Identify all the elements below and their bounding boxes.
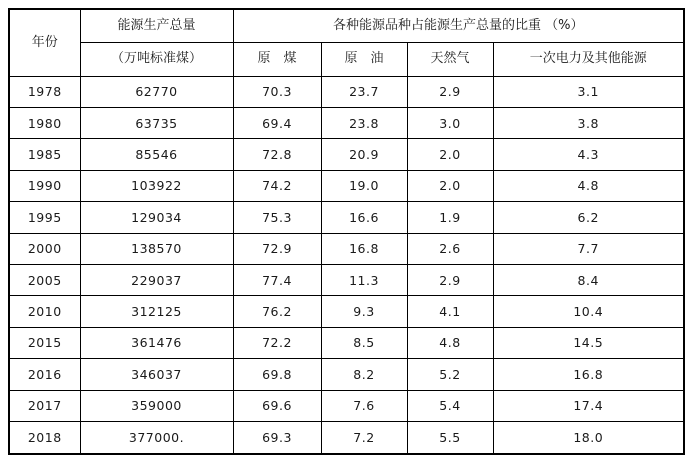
cell-other: 3.1 bbox=[493, 76, 684, 107]
header-year: 年份 bbox=[9, 9, 80, 76]
cell-year: 1995 bbox=[9, 202, 80, 233]
cell-oil: 19.0 bbox=[321, 170, 407, 201]
cell-gas: 2.6 bbox=[407, 233, 493, 264]
energy-production-table bbox=[8, 8, 685, 455]
cell-year: 2010 bbox=[9, 296, 80, 327]
table-row bbox=[9, 76, 684, 107]
cell-oil: 20.9 bbox=[321, 139, 407, 170]
cell-coal: 74.2 bbox=[233, 170, 321, 201]
cell-coal: 72.2 bbox=[233, 327, 321, 358]
header-coal: 原 煤 bbox=[233, 42, 321, 76]
header-gas: 天然气 bbox=[407, 42, 493, 76]
cell-total: 85546 bbox=[80, 139, 233, 170]
cell-year: 1978 bbox=[9, 76, 80, 107]
cell-oil: 11.3 bbox=[321, 264, 407, 295]
cell-gas: 5.5 bbox=[407, 421, 493, 454]
cell-total: 346037 bbox=[80, 359, 233, 390]
cell-coal: 70.3 bbox=[233, 76, 321, 107]
cell-oil: 9.3 bbox=[321, 296, 407, 327]
cell-year: 1990 bbox=[9, 170, 80, 201]
cell-coal: 72.9 bbox=[233, 233, 321, 264]
cell-gas: 2.0 bbox=[407, 139, 493, 170]
cell-total: 63735 bbox=[80, 107, 233, 138]
cell-total: 103922 bbox=[80, 170, 233, 201]
cell-total: 138570 bbox=[80, 233, 233, 264]
cell-gas: 2.0 bbox=[407, 170, 493, 201]
cell-coal: 69.4 bbox=[233, 107, 321, 138]
cell-coal: 77.4 bbox=[233, 264, 321, 295]
header-row-sub bbox=[9, 42, 684, 76]
cell-total: 229037 bbox=[80, 264, 233, 295]
cell-gas: 5.2 bbox=[407, 359, 493, 390]
cell-year: 2018 bbox=[9, 421, 80, 454]
cell-oil: 8.5 bbox=[321, 327, 407, 358]
cell-total: 312125 bbox=[80, 296, 233, 327]
cell-other: 10.4 bbox=[493, 296, 684, 327]
cell-oil: 8.2 bbox=[321, 359, 407, 390]
header-total-unit: （万吨标准煤） bbox=[80, 42, 233, 76]
cell-oil: 7.6 bbox=[321, 390, 407, 421]
cell-other: 18.0 bbox=[493, 421, 684, 454]
table-row bbox=[9, 139, 684, 170]
cell-year: 2000 bbox=[9, 233, 80, 264]
cell-gas: 4.1 bbox=[407, 296, 493, 327]
cell-gas: 3.0 bbox=[407, 107, 493, 138]
cell-year: 2016 bbox=[9, 359, 80, 390]
cell-year: 1985 bbox=[9, 139, 80, 170]
header-total-title: 能源生产总量 bbox=[80, 9, 233, 42]
table-row bbox=[9, 264, 684, 295]
cell-year: 2015 bbox=[9, 327, 80, 358]
cell-oil: 23.7 bbox=[321, 76, 407, 107]
table-row bbox=[9, 202, 684, 233]
cell-other: 14.5 bbox=[493, 327, 684, 358]
table-row bbox=[9, 233, 684, 264]
header-share-group: 各种能源品种占能源生产总量的比重 （%） bbox=[233, 9, 684, 42]
cell-oil: 7.2 bbox=[321, 421, 407, 454]
cell-total: 62770 bbox=[80, 76, 233, 107]
cell-oil: 16.8 bbox=[321, 233, 407, 264]
cell-coal: 69.8 bbox=[233, 359, 321, 390]
cell-total: 361476 bbox=[80, 327, 233, 358]
table-row bbox=[9, 359, 684, 390]
table-row bbox=[9, 327, 684, 358]
cell-oil: 23.8 bbox=[321, 107, 407, 138]
header-row-top bbox=[9, 9, 684, 42]
cell-other: 8.4 bbox=[493, 264, 684, 295]
table-row bbox=[9, 107, 684, 138]
cell-gas: 2.9 bbox=[407, 264, 493, 295]
cell-other: 7.7 bbox=[493, 233, 684, 264]
cell-coal: 76.2 bbox=[233, 296, 321, 327]
cell-year: 2005 bbox=[9, 264, 80, 295]
cell-gas: 5.4 bbox=[407, 390, 493, 421]
cell-other: 6.2 bbox=[493, 202, 684, 233]
cell-total: 377000. bbox=[80, 421, 233, 454]
cell-other: 3.8 bbox=[493, 107, 684, 138]
cell-coal: 75.3 bbox=[233, 202, 321, 233]
cell-gas: 4.8 bbox=[407, 327, 493, 358]
cell-other: 17.4 bbox=[493, 390, 684, 421]
cell-oil: 16.6 bbox=[321, 202, 407, 233]
table-row bbox=[9, 170, 684, 201]
cell-coal: 72.8 bbox=[233, 139, 321, 170]
table-row bbox=[9, 421, 684, 454]
cell-other: 16.8 bbox=[493, 359, 684, 390]
table-row bbox=[9, 390, 684, 421]
cell-year: 1980 bbox=[9, 107, 80, 138]
header-oil: 原 油 bbox=[321, 42, 407, 76]
cell-total: 359000 bbox=[80, 390, 233, 421]
cell-other: 4.8 bbox=[493, 170, 684, 201]
cell-year: 2017 bbox=[9, 390, 80, 421]
table-row bbox=[9, 296, 684, 327]
cell-gas: 1.9 bbox=[407, 202, 493, 233]
cell-coal: 69.3 bbox=[233, 421, 321, 454]
cell-other: 4.3 bbox=[493, 139, 684, 170]
header-other: 一次电力及其他能源 bbox=[493, 42, 684, 76]
cell-coal: 69.6 bbox=[233, 390, 321, 421]
cell-gas: 2.9 bbox=[407, 76, 493, 107]
cell-total: 129034 bbox=[80, 202, 233, 233]
